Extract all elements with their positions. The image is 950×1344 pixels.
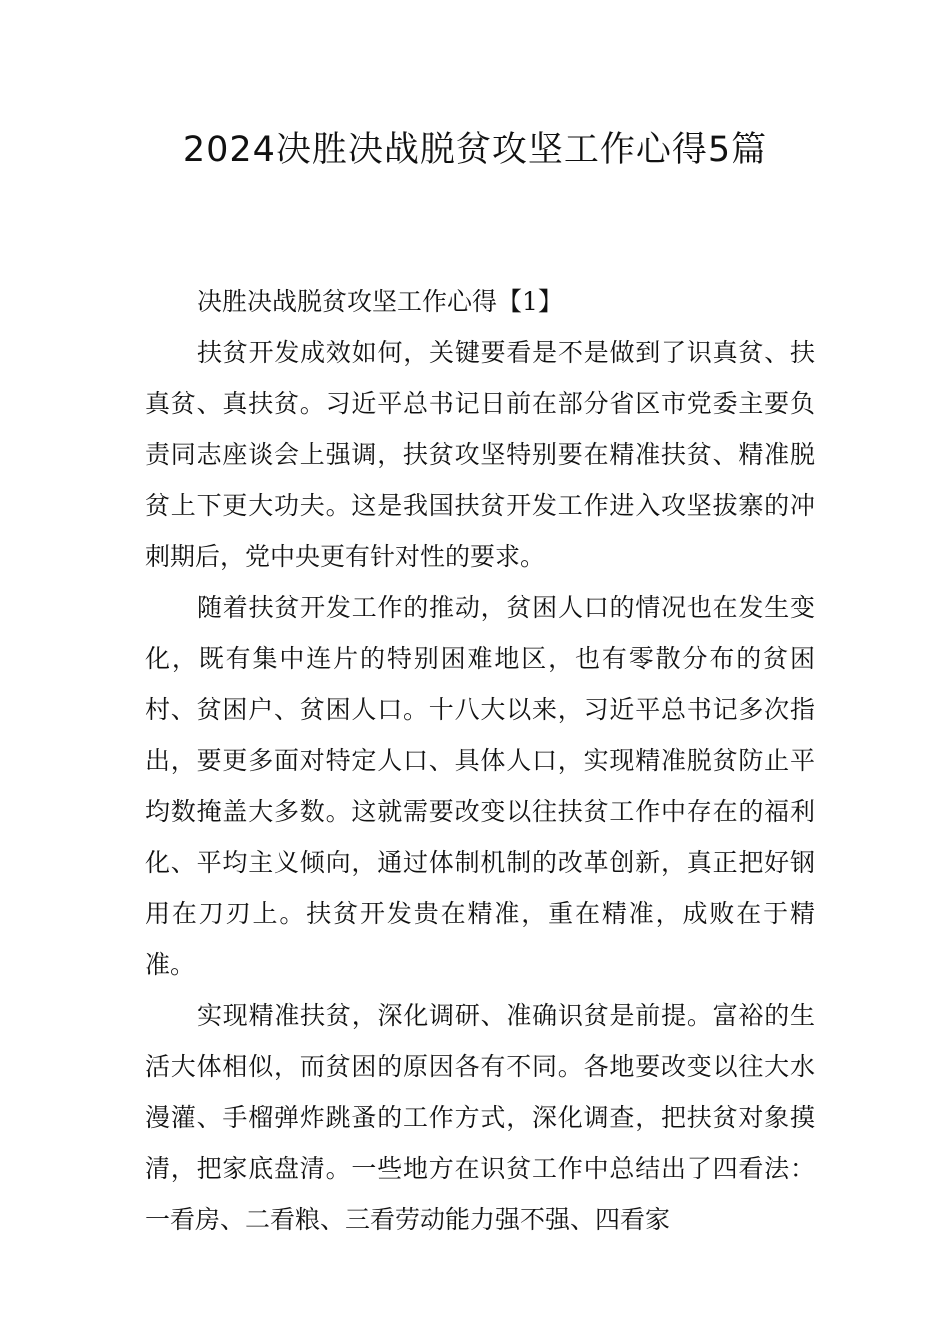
paragraph-1: 扶贫开发成效如何，关键要看是不是做到了识真贫、扶真贫、真扶贫。习近平总书记日前在部分省区市党委主要负责同志座谈会上强调，扶贫攻坚特别要在精准扶贫、精准脱贫上下更大功夫。这是我国扶贫开发工作进入攻坚拔寨的冲刺期后，党中央更有针对性的要求。 [145, 338, 815, 571]
section-heading: 决胜决战脱贫攻坚工作心得【1】 [197, 287, 563, 316]
paragraph-2: 随着扶贫开发工作的推动，贫困人口的情况也在发生变化，既有集中连片的特别困难地区，也有零散分布的贫困村、贫困户、贫困人口。十八大以来，习近平总书记多次指出，要更多面对特定人口、具体人口，实现精准脱贫防止平均数掩盖大多数。这就需要改变以往扶贫工作中存在的福利化、平均主义倾向，通过体制机制的改革创新，真正把好钢用在刀刃上。扶贫开发贵在精准，重在精准，成败在于精准。 [145, 593, 815, 979]
document-title: 2024决胜决战脱贫攻坚工作心得5篇 [182, 130, 768, 170]
document-body [145, 276, 815, 1245]
paragraph-3: 实现精准扶贫，深化调研、准确识贫是前提。富裕的生活大体相似，而贫困的原因各有不同。各地要改变以往大水漫灌、手榴弹炸跳蚤的工作方式，深化调查，把扶贫对象摸清，把家底盘清。一些地方在识贫工作中总结出了四看法：一看房、二看粮、三看劳动能力强不强、四看家 [145, 1001, 815, 1234]
